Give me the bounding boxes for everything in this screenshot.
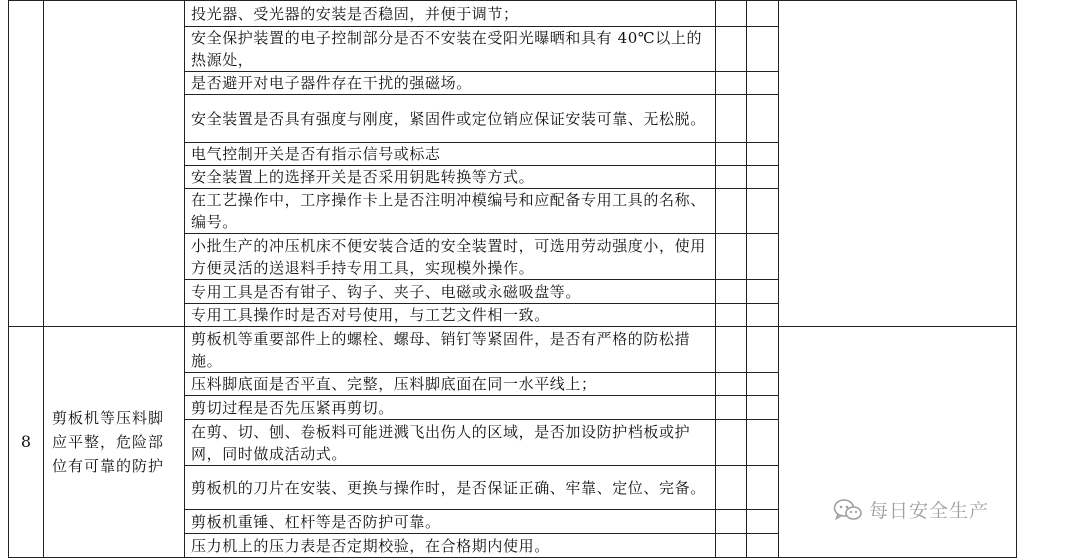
result-cell [747,327,779,373]
table-row [9,1,1017,27]
result-cell [716,280,747,304]
result-cell [716,466,747,510]
result-cell [747,27,779,72]
result-cell [747,1,779,27]
item-title-cell: 剪板机等压料脚应平整，危险部位有可靠的防护 [44,327,185,558]
item-title-cell [44,1,185,327]
watermark-text: 每日安全生产 [869,500,990,522]
check-item: 剪切过程是否先压紧再剪切。 [185,396,716,420]
check-item: 压力机上的压力表是否定期校验，在合格期内使用。 [185,534,716,558]
check-item: 在工艺操作中，工序操作卡上是否注明冲模编号和应配备专用工具的名称、编号。 [185,189,716,234]
result-cell [747,466,779,510]
result-cell [716,234,747,280]
check-item: 剪板机等重要部件上的螺栓、螺母、销钉等紧固件，是否有严格的防松措施。 [185,327,716,373]
check-item: 是否避开对电子器件存在干扰的强磁场。 [185,72,716,95]
result-cell [747,534,779,558]
result-cell [716,166,747,189]
result-cell [747,166,779,189]
item-number-cell: 8 [9,327,44,558]
result-cell [716,327,747,373]
remarks-cell [779,1,1017,327]
result-cell [747,72,779,95]
result-cell [747,143,779,166]
result-cell [716,304,747,327]
check-item: 安全保护装置的电子控制部分是否不安装在受阳光曝晒和具有 40℃以上的热源处， [185,27,716,72]
result-cell [747,510,779,534]
result-cell [716,95,747,143]
table-row [9,327,1017,373]
result-cell [716,373,747,396]
result-cell [716,420,747,466]
result-cell [747,304,779,327]
check-item: 投光器、受光器的安装是否稳固，并便于调节； [185,1,716,27]
result-cell [716,189,747,234]
result-cell [716,1,747,27]
result-cell [716,72,747,95]
result-cell [716,396,747,420]
result-cell [747,396,779,420]
check-item: 专用工具操作时是否对号使用，与工艺文件相一致。 [185,304,716,327]
check-item: 安全装置是否具有强度与刚度，紧固件或定位销应保证安装可靠、无松脱。 [185,95,716,143]
result-cell [747,95,779,143]
check-item: 安全装置上的选择开关是否采用钥匙转换等方式。 [185,166,716,189]
check-item: 剪板机重锤、杠杆等是否防护可靠。 [185,510,716,534]
check-item: 压料脚底面是否平直、完整，压料脚底面在同一水平线上； [185,373,716,396]
item-number-cell [9,1,44,327]
result-cell [716,27,747,72]
check-item: 剪板机的刀片在安装、更换与操作时，是否保证正确、牢靠、定位、完备。 [185,466,716,510]
result-cell [716,510,747,534]
wechat-icon [833,498,863,522]
result-cell [716,143,747,166]
check-item: 电气控制开关是否有指示信号或标志 [185,143,716,166]
result-cell [747,373,779,396]
check-item: 在剪、切、刨、卷板料可能迸溅飞出伤人的区域，是否加设防护档板或护网，同时做成活动式。 [185,420,716,466]
result-cell [747,234,779,280]
result-cell [747,420,779,466]
result-cell [747,189,779,234]
watermark [833,496,989,523]
check-item: 小批生产的冲压机床不便安装合适的安全装置时，可选用劳动强度小，使用方便灵活的送退料手持专用工具，实现模外操作。 [185,234,716,280]
inspection-checklist-table [8,0,1017,558]
result-cell [747,280,779,304]
check-item: 专用工具是否有钳子、钩子、夹子、电磁或永磁吸盘等。 [185,280,716,304]
result-cell [716,534,747,558]
